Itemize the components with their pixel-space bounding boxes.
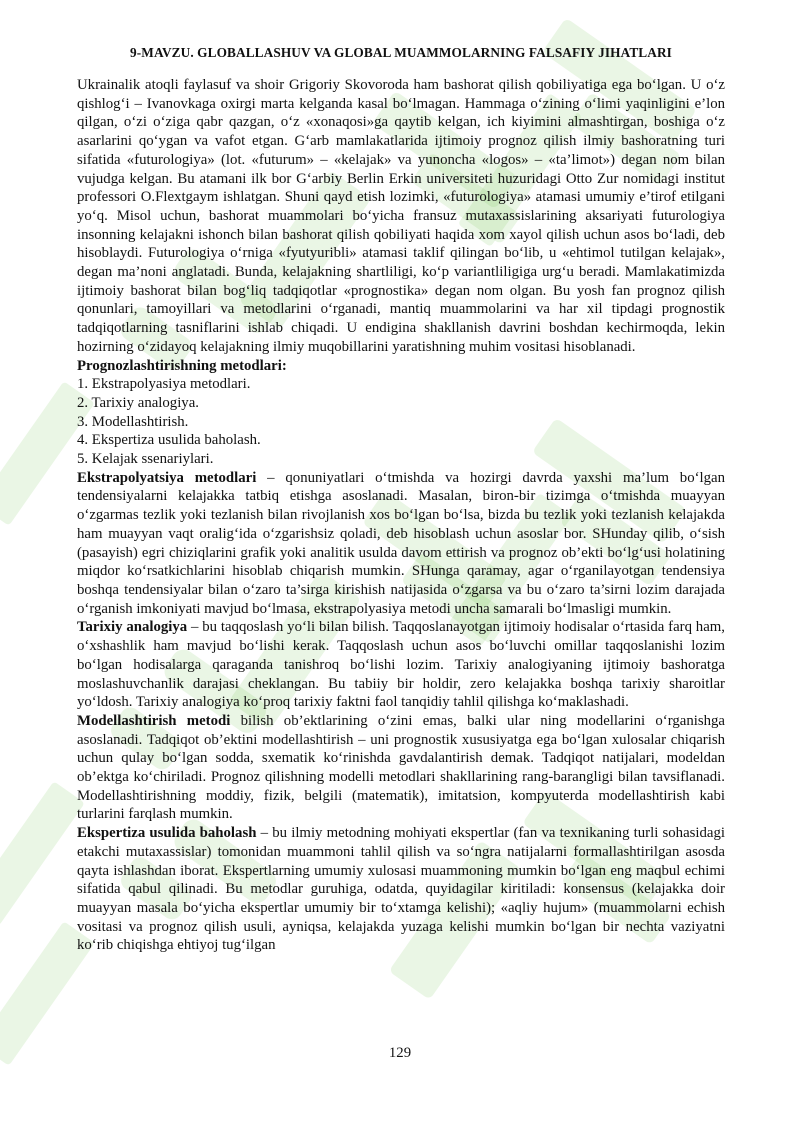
term-extrapolation: Ekstrapolyatsiya metodlari bbox=[77, 469, 257, 486]
text-modelling: bilish ob’ektlarining o‘zini emas, balki ular ning modellarini o‘rganishga asoslanadi. Tadqiqot ob’ektini modellashtirish – uni prognostik xususiyatga ega bo‘lgan xulosalar chiqarish uchun qulay bo‘lgan sodda, sxematik ko‘rinishda gavdalantirish demak. Tadqiqot natijalari, modeldan ob’ektga ko‘chiriladi. Prognoz qilishning modelli metodlari shakllarining rang-barangligi bilan tavsiflanadi. Modellashtirishning moddiy, fizik, belgili (matematik), imitatsion, kompyuterda modellashtirish kabi turlarini farqlash mumkin. bbox=[77, 712, 725, 823]
document-page bbox=[77, 44, 725, 955]
methods-list-item: 2. Tarixiy analogiya. bbox=[77, 394, 199, 411]
term-expert-evaluation: Ekspertiza usulida baholash bbox=[77, 825, 257, 842]
paragraph-extrapolation bbox=[77, 469, 725, 619]
text-expert-evaluation: – bu ilmiy metodning mohiyati ekspertlar (fan va texnikaning turli sohasidagi etakchi mutaxassislar) tomonidan muammoni tahlil qilish va so‘ngra natijalarni formallashtirilgan asosda qayta ishlashdan iborat. Ekspertlarning umumiy xulosasi muammoning mumkin bo‘lgan eng maqbul echimi sifatida qabul qilinadi. Bu metodlar guruhiga, odatda, quyidagilar kiritiladi: konsensus (kelajakka doir muayyan masala bo‘yicha ekspertlar umumiy bir to‘xtamga kelishi); «aqliy hujum» (muammolarni echish vositasi va prognoz qilish usuli, ayniqsa, kelajakda yuzaga kelishi mumkin bo‘lgan bir nechta vaziyatni ko‘rib chiqishga ehtiyoj tug‘ilgan bbox=[77, 825, 725, 954]
page-number: 129 bbox=[388, 1045, 412, 1061]
paragraph-intro: Ukrainalik atoqli faylasuf va shoir Grigoriy Skovoroda ham bashorat qilish qobiliyatiga ega bo‘lgan. U o‘z qishlog‘i – Ivanovkaga oxirgi marta kelganda kasal bo‘lmagan. Hammaga o‘zining o‘limi yaqinligini e’lon qilgan, o‘zi o‘ziga qabr qazgan, o‘z «xonaqosi»ga qaytib kelgan, ich kiyimini almashtirgan, boshiga o‘z asarlarini qo‘ygan va vafot etgan. G‘arb mamlakatlarida ijtimoiy prognoz qilish ilmiy bashoratning turi sifatida «futurologiya» (lot. «futurum» – «kelajak» va yunoncha «logos» – «ta’limot») degan nom bilan vujudga kelgan. Bu atamani ilk bor G‘arbiy Berlin Erkin universiteti huzuridagi Otto Zur nomidagi institut professori O.Flextgaym ishlatgan. Shuni qayd etish lozimki, «futurologiya» atamasi umumiy e’tirof etilgani yo‘q. Misol uchun, bashorat muammolari bo‘yicha fransuz mutaxassislarining aksariyati futurologiya insonning kelajakni ishonch bilan bashorat qilish qobiliyati haqida xom xayol qilish uchun asos bo‘ladi, deb hisoblaydi. Futurologiya o‘rniga «fyutyuribli» atamasi taklif qilingan bo‘lib, u «ehtimol tutilgan kelajak», degan ma’noni anglatadi. Bunda, kelajakning shartliligi, ko‘p variantliligiga urg‘u beradi. Mamlakatimizda ijtimoiy bashorat bilan bog‘liq tadqiqotlar «prognostika» degan nom olgan. Bu yosh fan prognoz qilish qonunlari, tamoyillari va metodlarini o‘rganadi, mantiq muammolarini va har xil tipdagi prognostik tadqiqotlarning tasniflarini ishlab chiqadi. U endigina shakllanish davrini boshdan kechirmoqda, lekin hozirning o‘zidayoq kelajakning ilmiy muqobillarini yaratishning muhim vositasi hisoblanadi. bbox=[77, 77, 725, 355]
text-historical-analogy: – bu taqqoslash yo‘li bilan bilish. Taqqoslanayotgan ijtimoiy hodisalar o‘rtasida farq ham, o‘xshashlik ham mavjud bo‘lishi kerak. Taqqoslash uchun asos bo‘luvchi omillar taqqoslanishi lozim bo‘lgan hodisalarga qaraganda tanishroq bo‘lishi lozim. Tarixiy analogiyaning ijtimoiy bashoratga moslashuvchanlik darajasi cheklangan. Bu tabiiy bir holdir, zero kelajakka boshqa tarixiy sharoitlar yo‘ldosh. Tarixiy analogiya ko‘proq tarixiy faktni faol tanqidiy tahlil qilishga ko‘maklashadi. bbox=[77, 619, 725, 711]
methods-list-item: 1. Ekstrapolyasiya metodlari. bbox=[77, 376, 251, 393]
methods-list-item: 3. Modellashtirish. bbox=[77, 413, 189, 430]
term-modelling: Modellashtirish metodi bbox=[77, 712, 231, 729]
page-header: 9-MAVZU. GLOBALLASHUV VA GLOBAL MUAMMOLARNING FALSAFIY JIHATLARI bbox=[130, 45, 672, 60]
paragraph-expert-evaluation bbox=[77, 824, 725, 955]
methods-list-item: 4. Ekspertiza usulida baholash. bbox=[77, 432, 261, 449]
text-extrapolation: – qonuniyatlari o‘tmishda va hozirgi davrda yaxshi ma’lum bo‘lgan tendensiyalarni kelajakka tatbiq etishga asoslanadi. Masalan, biron-bir tizimga o‘tmishda muayyan o‘zgarmas tezlik yoki tezlanish bilan rivojlanish xos bo‘lgan bo‘lsa, bizda bu tezlik yoki tezlanish kelajakda ham muayyan vaqt oralig‘ida o‘zgarishsiz qoladi, deb hisoblash uchun asoslar bor. SHunday qilib, o‘sish (pasayish) egri chiziqlarini grafik yoki analitik usulda davom ettirish va prognoz ob’ekti bo‘lg‘usi holatining miqdor ko‘rsatkichlarini hisoblab chiqarish mumkin. SHunga qaramay, agar o‘rganilayotgan tendensiya boshqa tendensiyalar bilan o‘zaro ta’sirga kirishish natijasida o‘zgarsa va bu o‘zaro ta’sirni lozim darajada o‘rganish imkoniyati mavjud bo‘lmasa, ekstrapolyasiya metodi uncha samarali bo‘lmasligi mumkin. bbox=[77, 469, 726, 617]
term-historical-analogy: Tarixiy analogiya bbox=[77, 619, 188, 636]
paragraph-modelling bbox=[77, 712, 725, 824]
document-body bbox=[77, 76, 725, 955]
methods-heading: Prognozlashtirishning metodlari: bbox=[77, 357, 287, 374]
paragraph-historical-analogy bbox=[77, 618, 725, 712]
methods-list-item: 5. Kelajak ssenariylari. bbox=[77, 451, 214, 468]
